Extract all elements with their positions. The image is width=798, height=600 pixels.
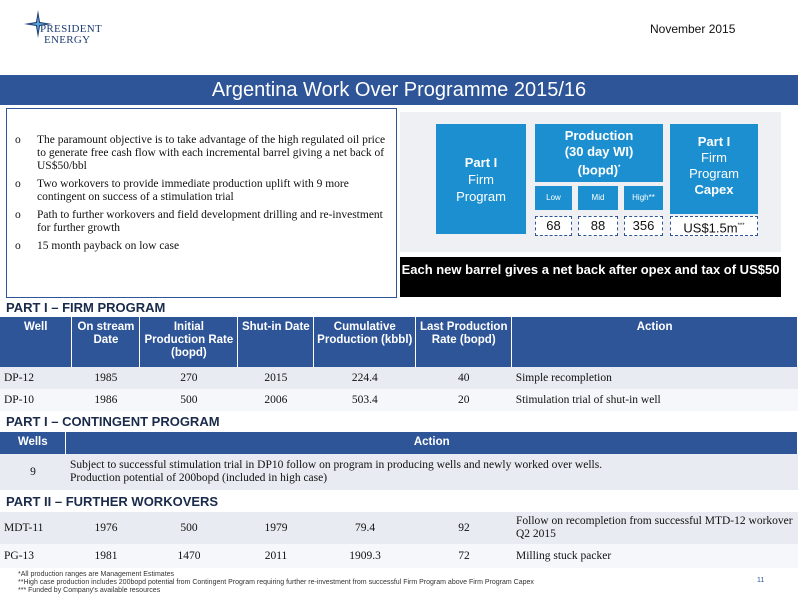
bullet-marker: o (15, 240, 21, 252)
firm-program-table (0, 317, 798, 411)
table-row: 9 Subject to successful stimulation trial in DP10 follow on program in producing wells and newly worked over wells. Production potential of 200bopd (included in high case) (0, 454, 798, 490)
objective-item: o 15 month payback on low case (15, 240, 180, 252)
slide-title: Argentina Work Over Programme 2015/16 (0, 75, 798, 105)
page-number: 11 (757, 577, 765, 584)
objective-item: o The paramount objective is to take advantage of the high regulated oil price to generate free cash flow with each incremental barrel giving a net back of US$50/bbl (15, 134, 386, 172)
company-logo-text: PRESIDENT ENERGY (40, 23, 102, 46)
presentation-date: November 2015 (650, 22, 736, 36)
footnotes: *All production ranges are Management Estimates **High case production includes 200bopd potential from Contingent Program requiring further re-investment from successful Firm Program above Firm Program Capex *** Funded by Company's available resources (18, 571, 534, 594)
high-case-value: 356 (624, 216, 663, 236)
production-header-box: Production (30 day WI) (bopd)* (535, 124, 663, 182)
low-case-value: 68 (535, 216, 572, 236)
objective-item: o Path to further workovers and field development drilling and re-investment for further growth (15, 209, 383, 234)
firm-program-box: Part I Firm Program (436, 124, 526, 234)
mid-case-label: Mid (578, 186, 618, 210)
production-summary-panel (400, 112, 781, 252)
table-row: PG-13 1981 1470 2011 1909.3 72 Milling stuck packer (0, 544, 798, 568)
section-further-workovers-title: PART II – FURTHER WORKOVERS (6, 494, 219, 509)
table-header-row: Well On stream Date Initial Production Rate (bopd) Shut-in Date Cumulative Production (kbbl) Last Production Rate (bopd) Action (0, 317, 798, 367)
objectives-box (6, 108, 397, 298)
further-workovers-table (0, 512, 798, 568)
netback-banner: Each new barrel gives a net back after opex and tax of US$50 (400, 257, 781, 297)
section-firm-program-title: PART I – FIRM PROGRAM (6, 300, 166, 315)
bullet-marker: o (15, 134, 21, 146)
capex-value: US$1.5m*** (670, 216, 758, 236)
table-row: DP-12 1985 270 2015 224.4 40 Simple recompletion (0, 367, 798, 389)
table-header-row: Wells Action (0, 432, 798, 454)
low-case-label: Low (535, 186, 572, 210)
bullet-marker: o (15, 209, 21, 221)
section-contingent-program-title: PART I – CONTINGENT PROGRAM (6, 414, 220, 429)
table-row: MDT-11 1976 500 1979 79.4 92 Follow on recompletion from successful MTD-12 workover Q2 2015 (0, 512, 798, 544)
mid-case-value: 88 (578, 216, 618, 236)
capex-box: Part I Firm Program Capex (670, 124, 758, 214)
objectives-list (15, 134, 390, 253)
bullet-marker: o (15, 178, 21, 190)
objective-item: o Two workovers to provide immediate production uplift with 9 more contingent on success of a stimulation trial (15, 178, 349, 203)
high-case-label: High** (624, 186, 663, 210)
contingent-program-table (0, 432, 798, 490)
table-row: DP-10 1986 500 2006 503.4 20 Stimulation trial of shut-in well (0, 389, 798, 411)
